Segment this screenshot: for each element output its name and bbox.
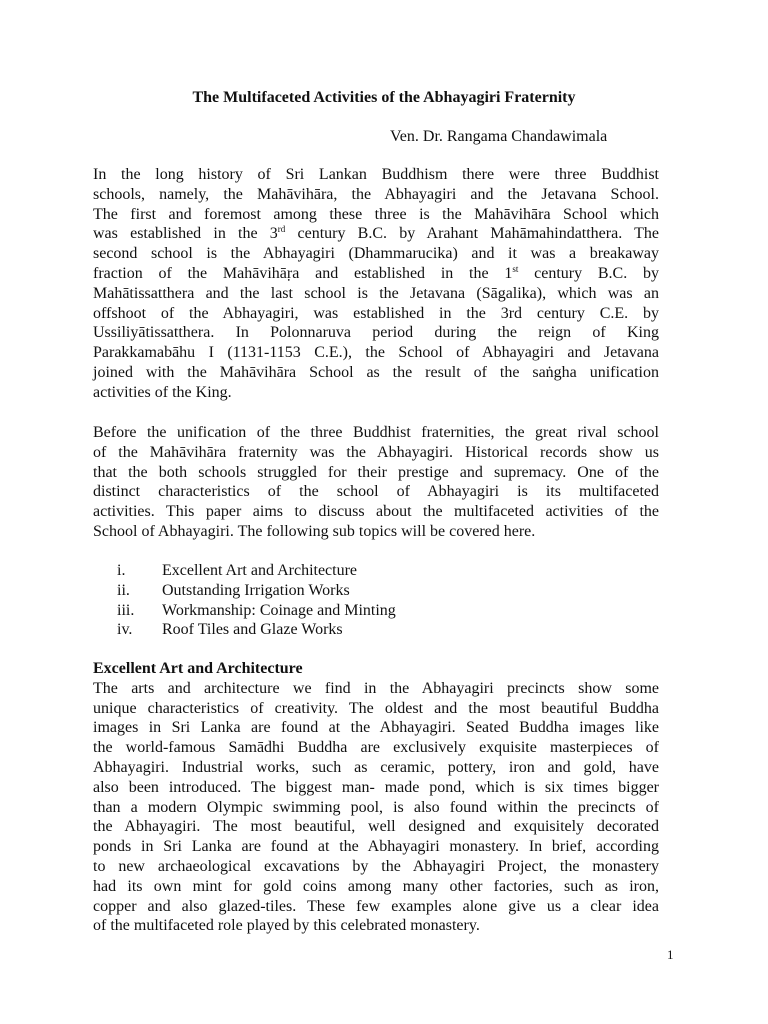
text-line: distinct characteristics of the school of Abhayagiri is its multifaceted: [93, 483, 659, 501]
text-line: [93, 224, 659, 244]
text-line: The first and foremost among these three is the Mahāvihāra School which: [93, 205, 659, 223]
text-segment: century B.C. by Arahant Mahāmahindatthera. The: [285, 225, 659, 243]
text-line: than a modern Olympic swimming pool, is also found within the precincts of: [93, 798, 659, 816]
text-line: to new archaeological excavations by the Abhayagiri Project, the monastery: [93, 857, 659, 875]
page-number: 1: [667, 947, 674, 962]
paragraph-intro: [93, 165, 659, 403]
list-item-number: i.: [117, 562, 126, 579]
list-item-text: Excellent Art and Architecture: [162, 562, 358, 579]
list-item-text: Workmanship: Coinage and Minting: [162, 601, 396, 619]
text-line: of the multifaceted role played by this celebrated monastery.: [93, 917, 480, 935]
list-item-text: Outstanding Irrigation Works: [162, 581, 350, 599]
list-item-number: ii.: [117, 581, 130, 599]
text-line: Mahātissatthera and the last school is the Jetavana (Sāgalika), which was an: [93, 284, 659, 302]
text-segment: fraction of the Mahāvihāṛa and established in the 1: [93, 264, 513, 282]
text-line: images in Sri Lanka are found at the Abhayagiri. Seated Buddha images like: [93, 719, 659, 737]
section-art-architecture: [93, 659, 659, 936]
text-line: also been introduced. The biggest man- made pond, which is six times bigger: [93, 778, 659, 796]
text-line: had its own mint for gold coins among many other factories, such as iron,: [93, 877, 659, 895]
paragraph-unification: [93, 423, 659, 542]
text-line: Parakkamabāhu I (1131-1153 C.E.), the School of Abhayagiri and Jetavana: [93, 344, 659, 362]
list-item: [117, 561, 396, 581]
text-line: Before the unification of the three Buddhist fraternities, the great rival school: [93, 424, 659, 441]
text-line: School of Abhayagiri. The following sub topics will be covered here.: [93, 522, 536, 540]
text-segment: century B.C. by: [518, 264, 659, 282]
section-heading: Excellent Art and Architecture: [93, 660, 303, 677]
list-item: [117, 620, 396, 640]
text-line: second school is the Abhayagiri (Dhammarucika) and it was a breakaway: [93, 245, 659, 263]
text-line: the world-famous Samādhi Buddha are exclusively exquisite masterpieces of: [93, 739, 659, 757]
text-line: Abhayagiri. Industrial works, such as ceramic, pottery, iron and gold, have: [93, 758, 659, 776]
ordinal-suffix: rd: [277, 224, 286, 235]
text-line: ponds in Sri Lanka are found at the Abhayagiri monastery. In brief, according: [93, 838, 659, 856]
text-line: copper and also glazed-tiles. These few examples alone give us a clear idea: [93, 897, 659, 915]
ordinal-suffix: st: [512, 263, 519, 274]
list-item-text: Roof Tiles and Glaze Works: [162, 621, 343, 639]
author-line: Ven. Dr. Rangama Chandawimala: [390, 128, 608, 145]
text-line: of the Mahāvihāra fraternity was the Abhayagiri. Historical records show us: [93, 443, 659, 461]
text-line: The arts and architecture we find in the Abhayagiri precincts show some: [93, 679, 659, 697]
document-title: The Multifaceted Activities of the Abhayagiri Fraternity: [192, 89, 576, 106]
text-line: the Abhayagiri. The most beautiful, well designed and exquisitely decorated: [93, 818, 659, 836]
text-line: schools, namely, the Mahāvihāra, the Abhayagiri and the Jetavana School.: [93, 185, 659, 203]
list-item-number: iii.: [117, 601, 135, 619]
text-line: Ussiliyātissatthera. In Polonnaruva period during the reign of King: [93, 324, 659, 342]
text-line: In the long history of Sri Lankan Buddhism there were three Buddhist: [93, 166, 659, 183]
list-item: [117, 601, 396, 621]
list-item-number: iv.: [117, 621, 133, 639]
text-line: unique characteristics of creativity. The oldest and the most beautiful Buddha: [93, 699, 659, 717]
text-line: joined with the Mahāvihāra School as the result of the saṅgha unification: [93, 363, 659, 381]
text-line: activities of the King.: [93, 383, 232, 401]
text-line: offshoot of the Abhayagiri, was established in the 3rd century C.E. by: [93, 304, 659, 322]
topic-list: [117, 561, 396, 640]
text-line: [93, 264, 659, 284]
list-item: [117, 581, 396, 601]
text-line: activities. This paper aims to discuss about the multifaceted activities of the: [93, 503, 659, 521]
text-segment: was established in the 3: [93, 225, 278, 243]
text-line: that the both schools struggled for their prestige and supremacy. One of the: [93, 463, 659, 481]
